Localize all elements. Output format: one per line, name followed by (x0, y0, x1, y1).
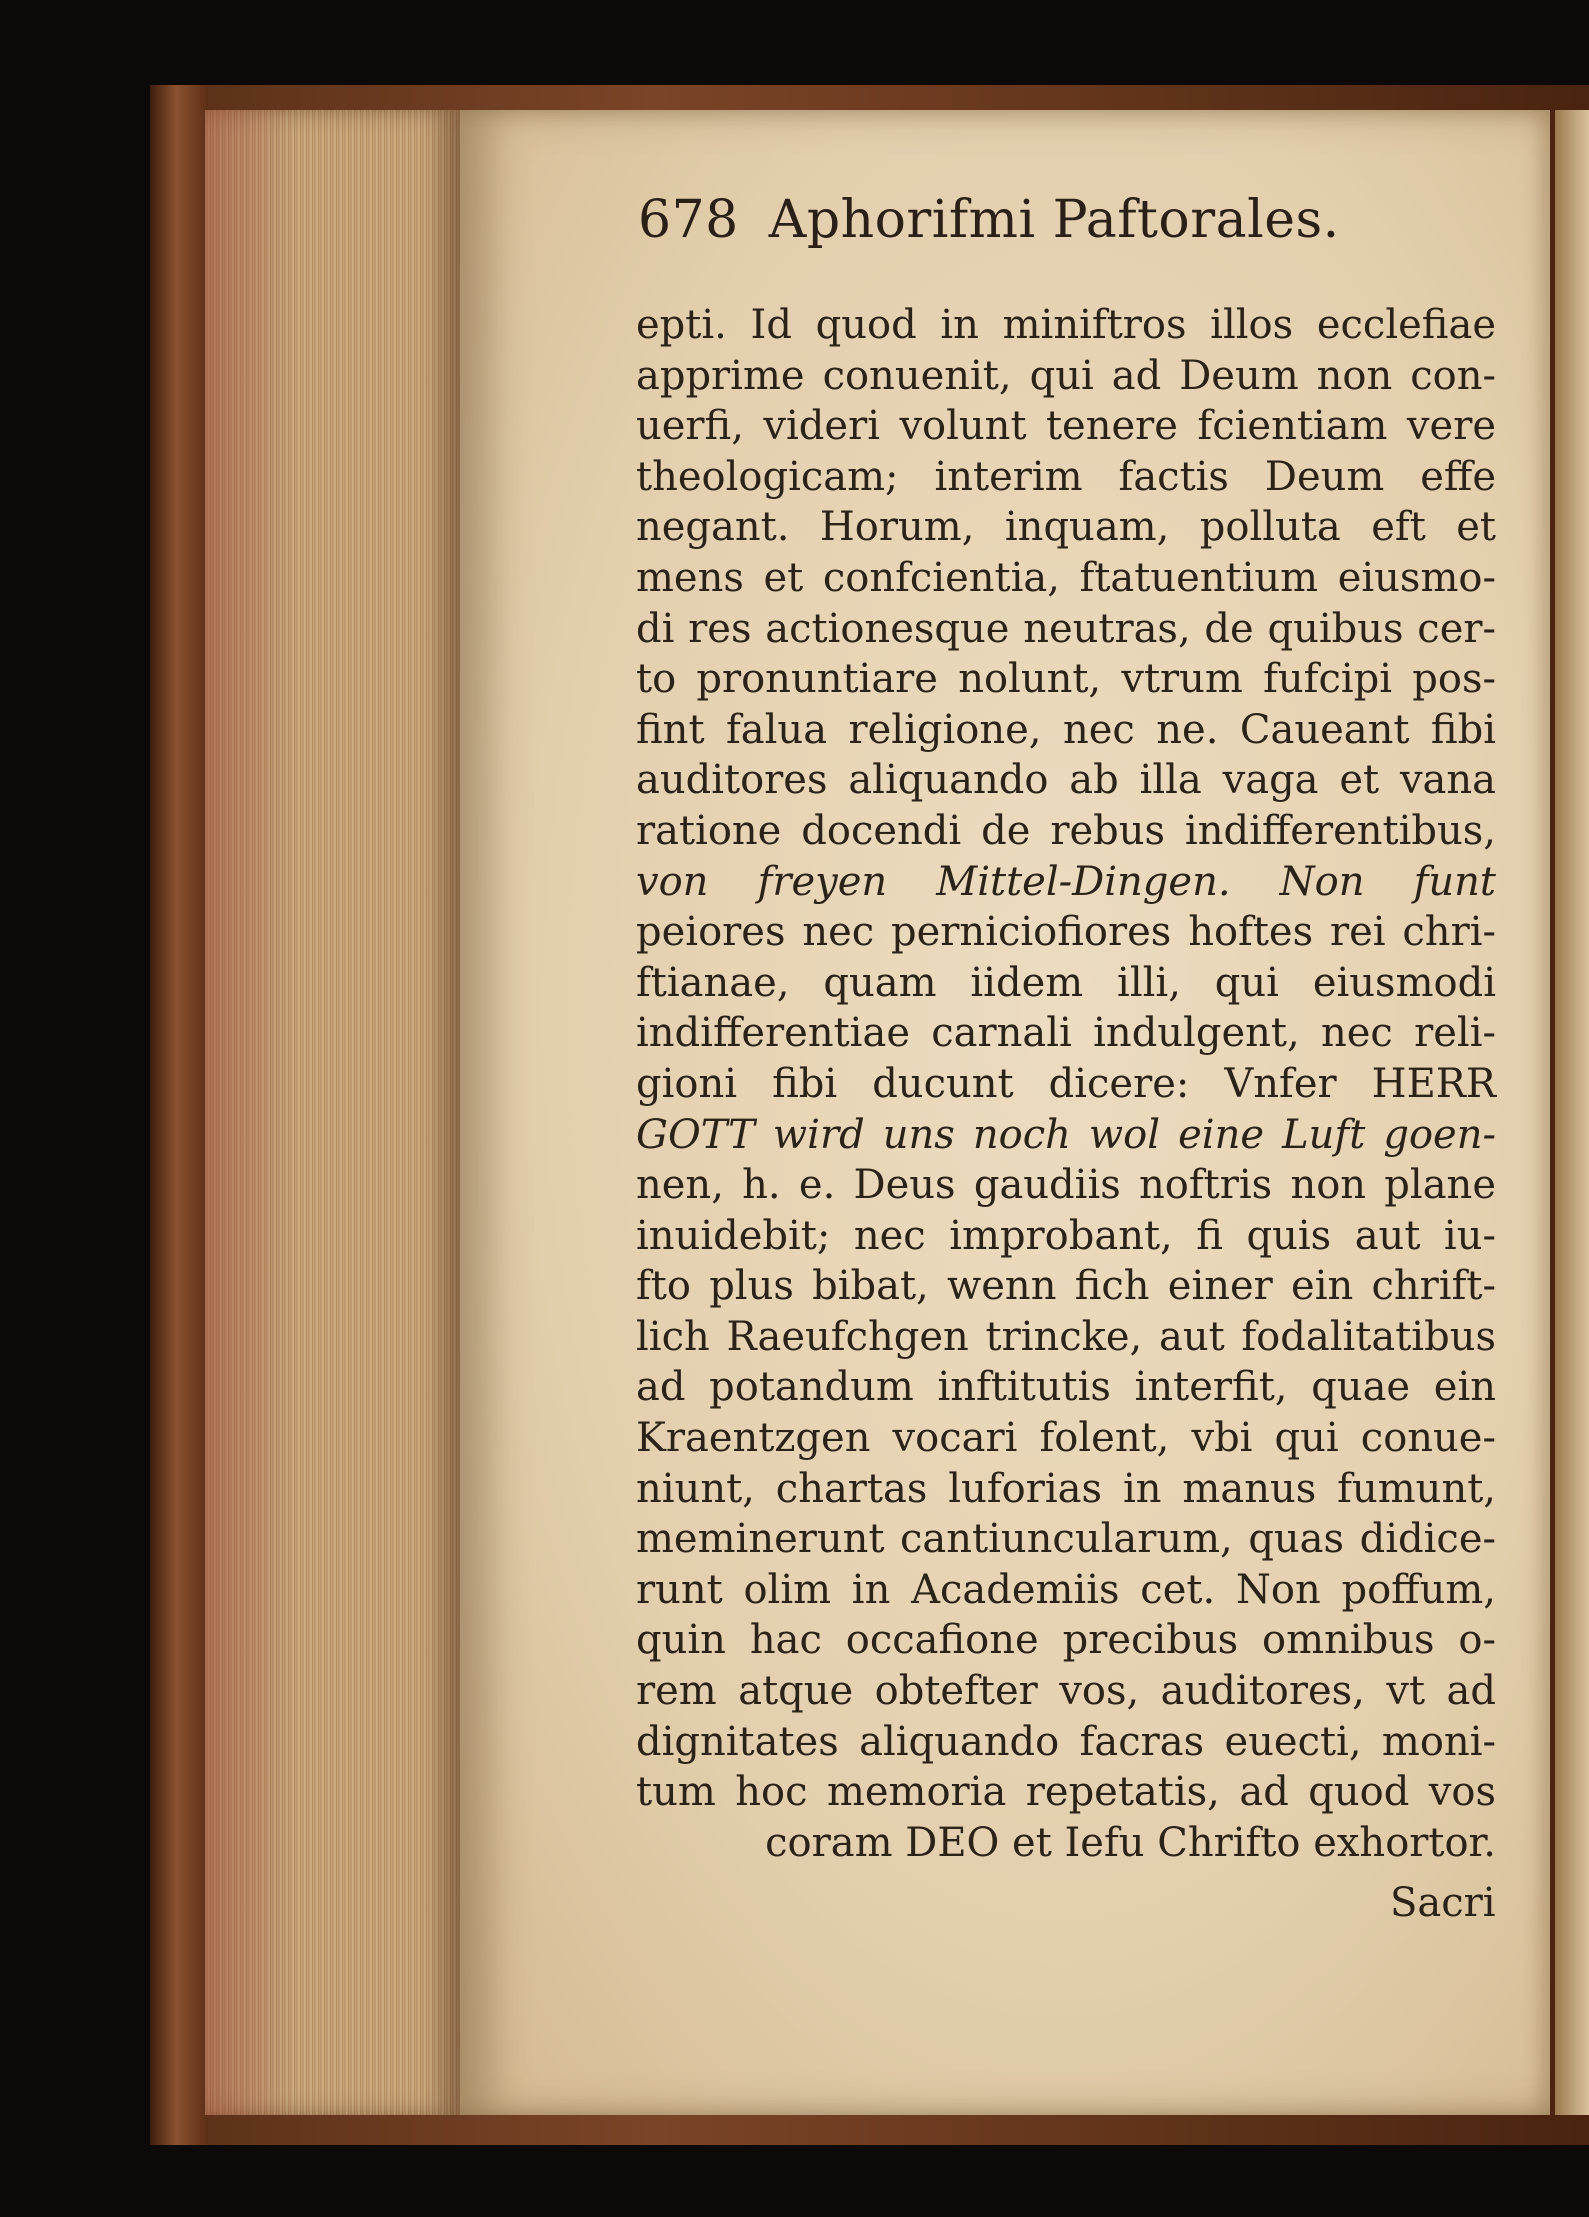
text-line-italic: GOTT wird uns noch wol eine Luft goen- (636, 1111, 1496, 1158)
text-line: negant. Horum, inquam, polluta eft et (636, 504, 1496, 551)
text-line: niunt, chartas luforias in manus fumunt, (636, 1465, 1496, 1512)
text-line: mens et confcientia, ftatuentium eiusmo- (636, 554, 1496, 601)
text-line: indifferentiae carnali indulgent, nec reli- (636, 1010, 1496, 1057)
text-line: coram DEO et Iefu Chrifto exhortor. (765, 1819, 1496, 1866)
text-line: lich Raeufchgen trincke, aut fodalitatibus (636, 1313, 1496, 1360)
text-line: nen, h. e. Deus gaudiis noftris non plane (636, 1162, 1496, 1209)
text-line: di res actionesque neutras, de quibus cer- (636, 605, 1496, 652)
text-line: quin hac occafione precibus omnibus o- (636, 1617, 1496, 1664)
text-line-italic: von freyen Mittel-Dingen. Non funt (636, 858, 1496, 905)
text-line: dignitates aliquando facras euecti, moni- (636, 1718, 1496, 1765)
text-line: rem atque obtefter vos, auditores, vt ad (636, 1668, 1496, 1715)
edge-stain (205, 110, 295, 2115)
text-line: theologicam; interim factis Deum effe (636, 453, 1496, 500)
text-line: epti. Id quod in miniftros illos ecclefiae (636, 302, 1496, 348)
page-number: 678 (638, 190, 739, 250)
text-line: runt olim in Academiis cet. Non poffum, (636, 1566, 1496, 1613)
book-spine (150, 85, 208, 2145)
text-line: auditores aliquando ab illa vaga et vana (636, 757, 1496, 804)
text-line: fto plus bibat, wenn fich einer ein chrift- (636, 1263, 1496, 1310)
text-line: peiores nec perniciofiores hoftes rei chri- (636, 909, 1496, 956)
text-line: ad potandum inftitutis interfit, quae ein (636, 1364, 1496, 1411)
text-line: apprime conuenit, qui ad Deum non con- (636, 352, 1496, 399)
text-line: ftianae, quam iidem illi, qui eiusmodi (636, 959, 1496, 1006)
text-line: to pronuntiare nolunt, vtrum fufcipi pos- (636, 656, 1496, 703)
running-head: Aphorifmi Paftorales. (768, 190, 1340, 250)
catchword: Sacri (1390, 1880, 1496, 1926)
text-line: inuidebit; nec improbant, fi quis aut iu- (636, 1212, 1496, 1259)
text-line: gioni fibi ducunt dicere: Vnfer HERR (636, 1060, 1496, 1107)
text-line: Kraentzgen vocari folent, vbi qui conue- (636, 1415, 1496, 1462)
page-header (638, 190, 1340, 250)
text-line: meminerunt cantiuncularum, quas didice- (636, 1516, 1496, 1563)
text-line: fint falua religione, nec ne. Caueant fibi (636, 706, 1496, 753)
text-line: tum hoc memoria repetatis, ad quod vos (636, 1769, 1496, 1816)
text-line: ratione docendi de rebus indifferentibus, (636, 807, 1496, 854)
text-line: uerfi, videri volunt tenere fcientiam vere (636, 403, 1496, 450)
facing-page-edge (1555, 110, 1589, 2115)
body-text (636, 300, 1496, 1868)
